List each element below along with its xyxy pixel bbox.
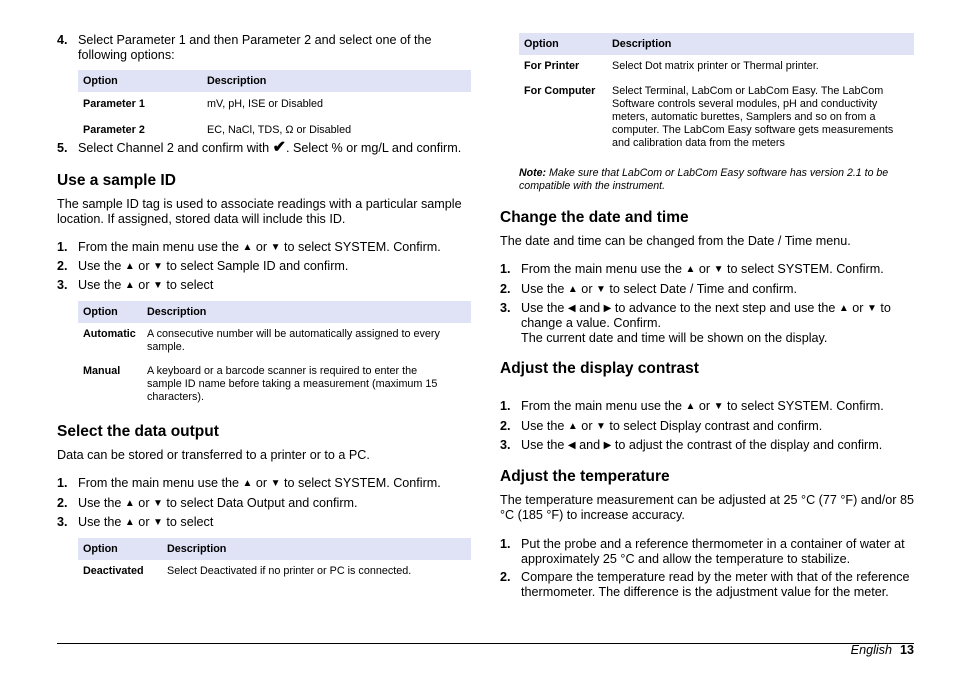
step-4: 4. Select Parameter 1 and then Parameter 2 and select one of the following options: — [57, 33, 432, 62]
table-row — [519, 55, 914, 82]
heading-display-contrast: Adjust the display contrast — [500, 360, 699, 377]
heading-data-output: Select the data output — [57, 423, 219, 440]
description-cell: Select Dot matrix printer or Thermal printer. — [612, 60, 819, 72]
table-row — [78, 323, 471, 362]
note-text: Note: Make sure that LabCom or LabCom Easy software has version 2.1 to be compatible with the instrument. — [519, 167, 889, 192]
table-header-row — [78, 301, 471, 323]
header-option: Option — [78, 538, 162, 560]
option-cell: Parameter 1 — [83, 98, 145, 110]
right-arrow-icon: ▶ — [603, 440, 612, 451]
data-output-table — [78, 538, 471, 581]
header-option: Option — [519, 33, 607, 55]
header-description: Description — [142, 301, 471, 323]
left-arrow-icon: ◀ — [567, 440, 576, 451]
heading-sample-id: Use a sample ID — [57, 172, 176, 189]
up-arrow-icon: ▲ — [124, 498, 135, 509]
sample-id-table — [78, 301, 471, 407]
right-arrow-icon: ▶ — [603, 303, 612, 314]
header-description: Description — [202, 70, 471, 92]
checkmark-icon: ✔ — [272, 139, 287, 156]
up-arrow-icon: ▲ — [685, 401, 696, 412]
date-step-1: 1. From the main menu use the ▲ or ▼ to select SYSTEM. Confirm. — [500, 262, 884, 276]
table-row — [78, 118, 471, 140]
output-step-1: 1. From the main menu use the ▲ or ▼ to select SYSTEM. Confirm. — [57, 476, 441, 490]
description-cell: Select Terminal, LabCom or LabCom Easy. The LabCom Software controls several modules, pH and conductivity meters, automatic burettes, Samplers and so on from a computer. The LabCom Easy software gets measurements and calibration data from the meters — [612, 85, 894, 149]
down-arrow-icon: ▼ — [596, 284, 606, 295]
down-arrow-icon: ▼ — [153, 498, 163, 509]
down-arrow-icon: ▼ — [270, 478, 281, 489]
description-cell: EC, NaCl, TDS, Ω or Disabled — [207, 124, 352, 136]
description-cell: A keyboard or a barcode scanner is required to enter the sample ID name before taking a measurement (maximum 15 characters). — [147, 365, 438, 403]
temperature-step-2: 2. Compare the temperature read by the meter with that of the reference thermometer. The difference is the adjustment value for the meter. — [500, 570, 910, 599]
up-arrow-icon: ▲ — [567, 284, 578, 295]
parameter-table — [78, 70, 471, 140]
down-arrow-icon: ▼ — [713, 401, 724, 412]
down-arrow-icon: ▼ — [867, 303, 877, 314]
temperature-step-1: 1. Put the probe and a reference thermometer in a container of water at approximately 25 °C and allow the temperature to stabilize. — [500, 537, 905, 566]
left-arrow-icon: ◀ — [567, 303, 576, 314]
up-arrow-icon: ▲ — [124, 261, 135, 272]
description-cell: mV, pH, ISE or Disabled — [207, 98, 324, 110]
description-cell: A consecutive number will be automatically assigned to every sample. — [147, 328, 440, 353]
down-arrow-icon: ▼ — [153, 517, 163, 528]
header-option: Option — [78, 70, 202, 92]
up-arrow-icon: ▲ — [124, 280, 135, 291]
table-row — [78, 362, 471, 407]
up-arrow-icon: ▲ — [838, 303, 849, 314]
table-row — [519, 82, 914, 153]
table-header-row — [519, 33, 914, 55]
heading-date-time: Change the date and time — [500, 209, 689, 226]
output-options-table — [519, 33, 914, 153]
table-row — [78, 92, 471, 118]
description-cell: Select Deactivated if no printer or PC is connected. — [167, 565, 412, 577]
header-option: Option — [78, 301, 142, 323]
up-arrow-icon: ▲ — [685, 264, 696, 275]
output-step-2: 2. Use the ▲ or ▼ to select Data Output and confirm. — [57, 496, 358, 510]
sample-intro: The sample ID tag is used to associate readings with a particular sample location. If assigned, stored data will include this ID. — [57, 197, 462, 226]
up-arrow-icon: ▲ — [124, 517, 135, 528]
date-step-2: 2. Use the ▲ or ▼ to select Date / Time and confirm. — [500, 282, 798, 296]
header-description: Description — [607, 33, 914, 55]
table-header-row — [78, 70, 471, 92]
heading-temperature: Adjust the temperature — [500, 468, 670, 485]
up-arrow-icon: ▲ — [242, 478, 253, 489]
down-arrow-icon: ▼ — [713, 264, 724, 275]
output-step-3: 3. Use the ▲ or ▼ to select — [57, 515, 214, 529]
sample-step-1: 1. From the main menu use the ▲ or ▼ to select SYSTEM. Confirm. — [57, 240, 441, 254]
down-arrow-icon: ▼ — [153, 280, 163, 291]
output-intro: Data can be stored or transferred to a printer or to a PC. — [57, 448, 370, 462]
table-row — [78, 560, 471, 581]
page-footer — [851, 643, 914, 657]
option-cell: Automatic — [83, 328, 136, 340]
date-intro: The date and time can be changed from the Date / Time menu. — [500, 234, 851, 248]
down-arrow-icon: ▼ — [270, 242, 281, 253]
option-cell: For Computer — [524, 85, 596, 97]
footer-language: English — [850, 643, 892, 657]
temperature-intro: The temperature measurement can be adjusted at 25 °C (77 °F) and/or 85 °C (185 °F) to increase accuracy. — [500, 493, 914, 522]
sample-step-3: 3. Use the ▲ or ▼ to select — [57, 278, 214, 292]
contrast-step-3: 3. Use the ◀ and ▶ to adjust the contrast of the display and confirm. — [500, 438, 883, 452]
header-description: Description — [162, 538, 471, 560]
up-arrow-icon: ▲ — [242, 242, 253, 253]
date-step-3: 3. Use the ◀ and ▶ to advance to the next step and use the ▲ or ▼ to change a value. Confirm. The current date and time will be shown on the display. — [500, 301, 891, 345]
up-arrow-icon: ▲ — [567, 421, 578, 432]
table-header-row — [78, 538, 471, 560]
down-arrow-icon: ▼ — [153, 261, 163, 272]
option-cell: Parameter 2 — [83, 124, 145, 136]
option-cell: For Printer — [524, 60, 580, 72]
option-cell: Manual — [83, 365, 121, 377]
sample-step-2: 2. Use the ▲ or ▼ to select Sample ID and confirm. — [57, 259, 349, 273]
contrast-step-1: 1. From the main menu use the ▲ or ▼ to select SYSTEM. Confirm. — [500, 399, 884, 413]
footer-divider — [57, 643, 914, 644]
down-arrow-icon: ▼ — [596, 421, 606, 432]
option-cell: Deactivated — [83, 565, 144, 577]
contrast-step-2: 2. Use the ▲ or ▼ to select Display contrast and confirm. — [500, 419, 823, 433]
step-5: 5. Select Channel 2 and confirm with ✔. Select % or mg/L and confirm. — [57, 139, 462, 156]
page-number: 13 — [899, 643, 914, 657]
